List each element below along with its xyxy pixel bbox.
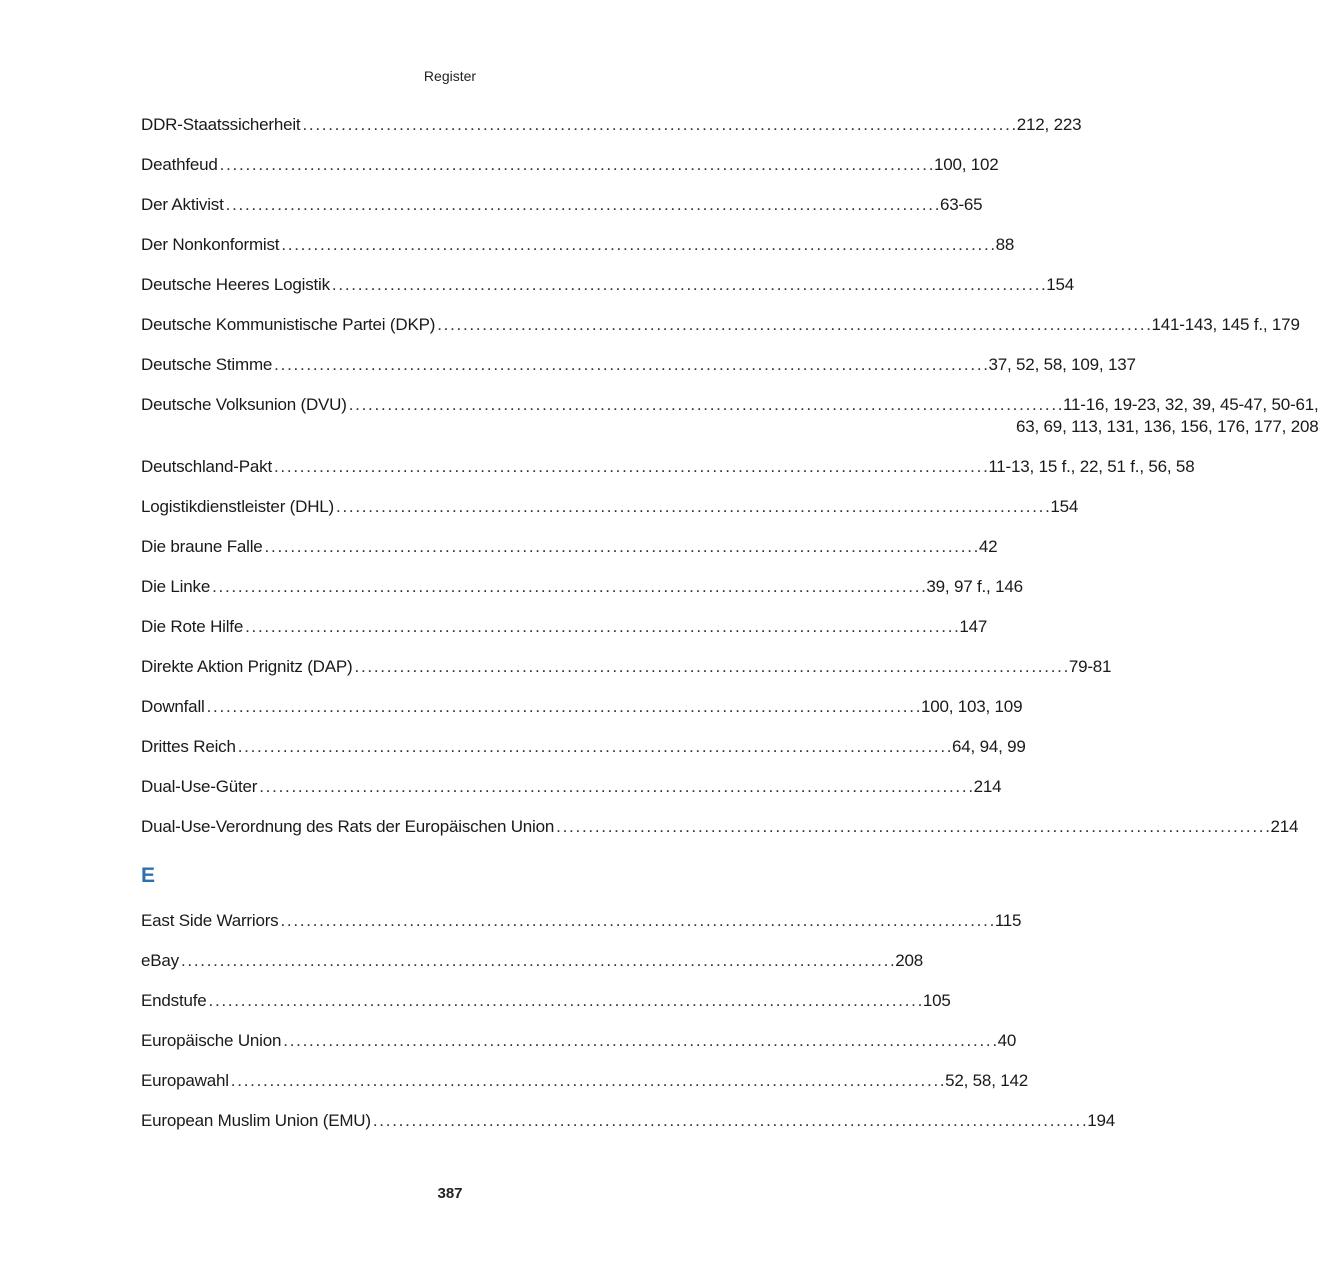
index-pages: 40 [997, 1031, 1017, 1050]
dot-leader [274, 354, 986, 376]
dot-leader [209, 990, 921, 1012]
index-pages: 39, 97 f., 146 [926, 577, 1023, 596]
page-number: 387 [437, 1185, 463, 1202]
index-term: Deutsche Heeres Logistik [141, 275, 330, 294]
index-term: Dual-Use-Güter [141, 777, 258, 796]
dot-leader [220, 154, 932, 176]
index-entry [141, 190, 983, 230]
index-entry [141, 150, 999, 190]
index-term: eBay [141, 951, 179, 970]
dot-leader [332, 274, 1044, 296]
index-entry [141, 1066, 1028, 1106]
dot-leader [259, 776, 971, 798]
dot-leader [274, 456, 986, 478]
index-term: European Muslim Union (EMU) [141, 1111, 371, 1130]
index-pages: 141-143, 145 f., 179 [1151, 315, 1300, 334]
dot-leader [336, 496, 1048, 518]
index-term: DDR-Staatssicherheit [141, 115, 301, 134]
index-term: Europäische Union [141, 1031, 282, 1050]
dot-leader [265, 536, 977, 558]
index-pages: 208 [895, 951, 924, 970]
index-term: Direkte Aktion Prignitz (DAP) [141, 657, 353, 676]
dot-leader [373, 1110, 1085, 1132]
index-pages: 154 [1050, 497, 1079, 516]
index-term: East Side Warriors [141, 911, 279, 930]
index-entry [141, 310, 1300, 350]
index-entry [141, 1106, 1115, 1146]
index-term: Drittes Reich [141, 737, 236, 756]
index-entry [141, 572, 1023, 612]
index-term: Deutschland-Pakt [141, 457, 272, 476]
index-pages: 64, 94, 99 [952, 737, 1026, 756]
index-term: Der Aktivist [141, 195, 224, 214]
index-entry [141, 906, 1022, 946]
dot-leader [349, 394, 1061, 416]
section-letter-heading: E [141, 864, 156, 887]
dot-leader [238, 736, 950, 758]
index-entry [141, 772, 1002, 812]
running-head: Register [423, 68, 477, 84]
index-term: Die braune Falle [141, 537, 263, 556]
dot-leader [245, 616, 957, 638]
index-pages: 194 [1087, 1111, 1115, 1130]
index-term: Logistikdienstleister (DHL) [141, 497, 335, 516]
index-entry [141, 110, 1082, 150]
index-entry [141, 452, 1195, 492]
index-pages: 42 [978, 537, 998, 556]
dot-leader [556, 816, 1268, 838]
dot-leader [212, 576, 924, 598]
index-entry [141, 812, 1299, 852]
index-pages: 11-13, 15 f., 22, 51 f., 56, 58 [988, 457, 1195, 476]
index-term: Downfall [141, 697, 205, 716]
index-entry [141, 986, 951, 1026]
index-term: Die Linke [141, 577, 211, 596]
index-pages: 214 [1270, 817, 1299, 836]
index-term: Die Rote Hilfe [141, 617, 244, 636]
index-pages: 37, 52, 58, 109, 137 [988, 355, 1136, 374]
dot-leader [302, 114, 1014, 136]
index-entry [141, 1026, 1017, 1066]
index-entry [141, 732, 1026, 772]
index-entry-dvu [141, 390, 1318, 452]
dot-leader [231, 1070, 943, 1092]
index-entry [141, 692, 1023, 732]
dot-leader [207, 696, 919, 718]
index-term: Deutsche Volksunion (DVU) [141, 395, 347, 414]
dot-leader [355, 656, 1067, 678]
index-entry [141, 230, 1015, 270]
index-pages: 79-81 [1068, 657, 1112, 676]
index-pages: 88 [995, 235, 1015, 254]
dot-leader [181, 950, 893, 972]
index-entry [141, 652, 1112, 692]
index-entry [141, 492, 1079, 532]
index-pages: 63-65 [939, 195, 983, 214]
index-pages: 100, 103, 109 [920, 697, 1023, 716]
dot-leader [280, 910, 992, 932]
dot-leader [281, 234, 993, 256]
index-pages: 11-16, 19-23, 32, 39, 45-47, 50-61, [1063, 395, 1318, 414]
index-pages: 212, 223 [1016, 115, 1082, 134]
index-pages: 214 [973, 777, 1002, 796]
index-entry-wrap [141, 394, 1318, 438]
dot-leader [226, 194, 938, 216]
index-term: Endstufe [141, 991, 207, 1010]
index-term: Der Nonkonformist [141, 235, 280, 254]
index-pages: 147 [959, 617, 988, 636]
index-term: Deathfeud [141, 155, 218, 174]
index-list [141, 110, 1318, 1146]
index-pages: 100, 102 [933, 155, 999, 174]
dot-leader [283, 1030, 995, 1052]
index-pages: 105 [922, 991, 951, 1010]
index-term: Deutsche Kommunistische Partei (DKP) [141, 315, 436, 334]
index-term: Dual-Use-Verordnung des Rats der Europäischen Union [141, 817, 555, 836]
index-entry-first-line [141, 394, 1318, 416]
index-pages-continuation: 63, 69, 113, 131, 136, 156, 176, 177, 208 [1016, 417, 1318, 436]
index-pages: 52, 58, 142 [945, 1071, 1028, 1090]
index-entry [141, 946, 924, 986]
index-entry [141, 350, 1136, 390]
index-entry [141, 270, 1075, 310]
index-term: Deutsche Stimme [141, 355, 273, 374]
index-entry [141, 532, 998, 572]
index-term: Europawahl [141, 1071, 229, 1090]
index-pages: 115 [994, 911, 1022, 930]
dot-leader [437, 314, 1149, 336]
index-entry [141, 612, 988, 652]
index-pages: 154 [1046, 275, 1075, 294]
